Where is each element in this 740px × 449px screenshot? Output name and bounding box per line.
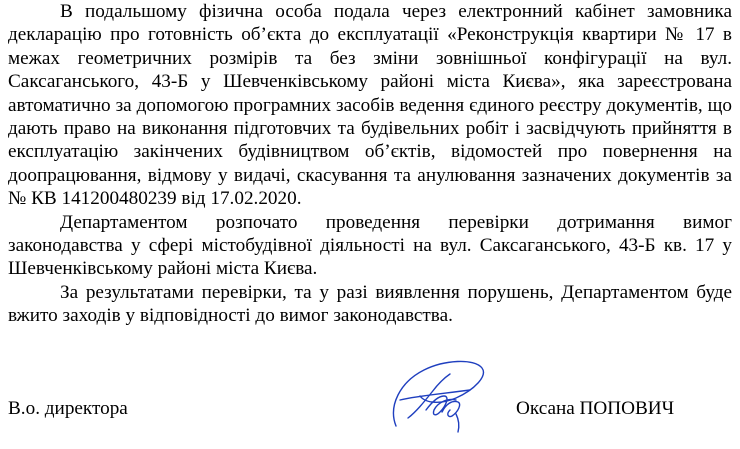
signature-block: [8, 398, 732, 428]
signer-name: Оксана ПОПОВИЧ: [516, 398, 675, 419]
letter-body: [8, 0, 732, 328]
paragraph-declaration: В подальшому фізична особа подала через електронний кабінет замовника декларацію про готовність об’єкта до експлуатації «Реконструкція квартири № 17 в межах геометричних розмірів та без зміни зовнішньої конфігурації на вул. Саксаганського, 43-Б у Шевченківському районі міста Києва», яка зареєстрована автоматично за допомогою програмних засобів ведення єдиного реєстру документів, що дають право на виконання підготовчих та будівельних робіт і засвідчують прийняття в експлуатацію закінчених будівництвом об’єктів, відомостей про повернення на доопрацювання, відмову у видачі, скасування та анулювання зазначених документів за № КВ 141200480239 від 17.02.2020.: [8, 1, 732, 210]
handwritten-signature: [386, 356, 496, 438]
paragraph-inspection: Департаментом розпочато проведення перевірки дотримання вимог законодавства у сфері містобудівної діяльності на вул. Саксаганського, 43-Б кв. 17 у Шевченківському районі міста Києва.: [8, 211, 732, 280]
paragraph-measures: За результатами перевірки, та у разі виявлення порушень, Департаментом буде вжито заходів у відповідності до вимог законодавства.: [8, 281, 732, 327]
signer-position: В.о. директора: [8, 398, 128, 419]
